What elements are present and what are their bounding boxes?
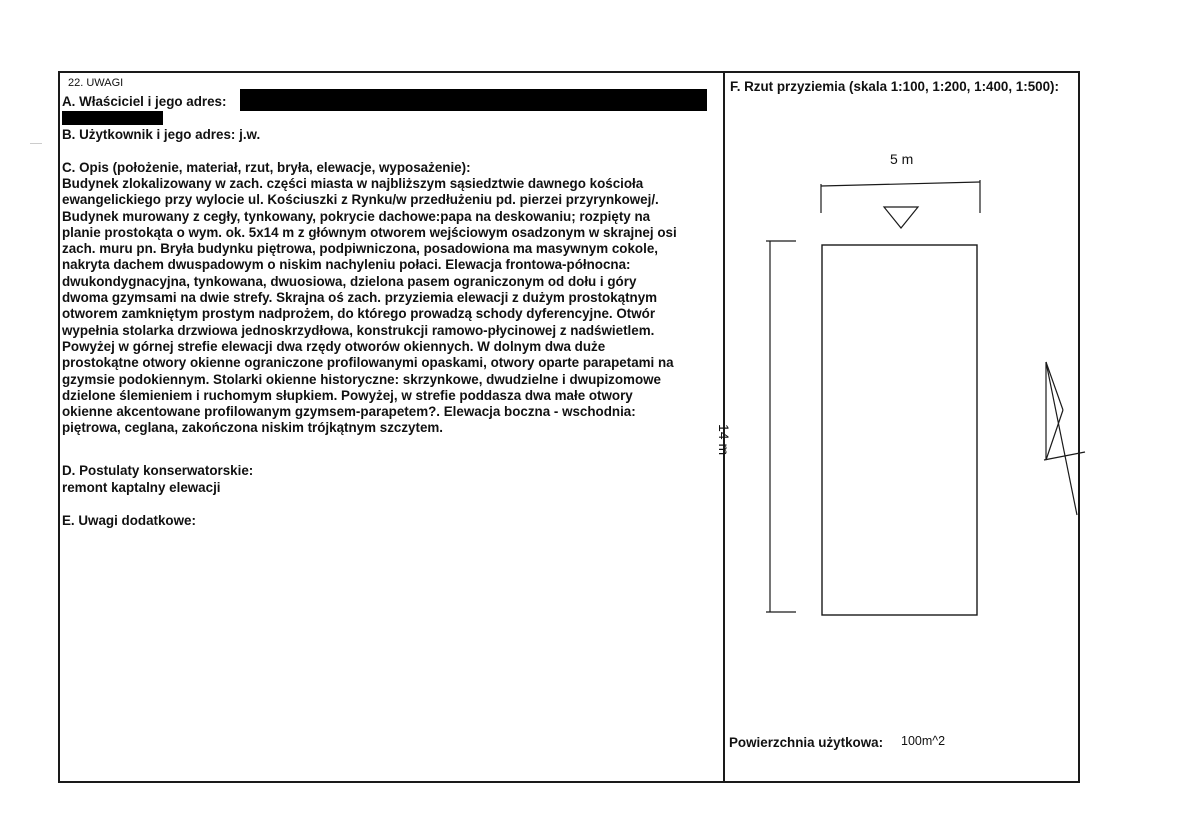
length-dimension-line	[766, 241, 796, 612]
remarks-label: E. Uwagi dodatkowe:	[62, 513, 196, 528]
description-line: ewangelickiego przy wylocie ul. Kościuszki z Rynku/w przedłużeniu pd. pierzei przyrynkowej/.	[62, 192, 659, 208]
description-line: zach. muru pn. Bryła budynku piętrowa, podpiwniczona, posadowiona ma masywnym cokole,	[62, 241, 658, 257]
user-label: B. Użytkownik i jego adres: j.w.	[62, 127, 261, 142]
description-label: C. Opis (położenie, materiał, rzut, bryła, elewacje, wyposażenie):	[62, 160, 471, 175]
section-number: 22. UWAGI	[68, 77, 124, 89]
description-line: piętrowa, ceglana, zakończona niskim trójkątnym szczytem.	[62, 420, 444, 436]
description-line: dwoma gzymsami na dwie strefy. Skrajna oś zach. przyziemia elewacji z dużym prostokątnym	[62, 290, 658, 306]
description-line: okienne akcentowane profilowanym gzymsem-parapetem?. Elewacja boczna - wschodnia:	[62, 404, 636, 420]
width-dimension-line	[821, 180, 980, 213]
entrance-triangle-icon	[884, 207, 918, 228]
description-line: Budynek zlokalizowany w zach. części miasta w najbliższym sąsiedztwie dawnego kościoła	[62, 176, 644, 191]
conservation-label: D. Postulaty konserwatorskie:	[62, 463, 254, 478]
description-line: Powyżej w górnej strefie elewacji dwa rzędy otworów okiennych. W dolnym dwa duże	[62, 338, 606, 354]
description-line: wypełnia stolarka drzwiowa jednoskrzydłowa, konstrukcji ramowo-płycinowej z nadświetlem.	[62, 322, 655, 338]
description-line: Budynek murowany z cegły, tynkowany, pokrycie dachowe:papa na deskowaniu; rozpięty na	[62, 208, 651, 224]
north-arrow-icon	[1044, 362, 1085, 515]
conservation-text: remont kaptalny elewacji	[62, 480, 221, 495]
width-dimension-label: 5 m	[890, 151, 914, 167]
owner-label: A. Właściciel i jego adres:	[62, 94, 227, 109]
description-line: dzielone ślemieniem i ruchomym słupkiem. Powyżej, w strefie poddasza dwa małe otwory	[62, 387, 633, 403]
length-dimension-label: 14 m	[716, 424, 732, 456]
description-line: planie prostokąta o wym. ok. 5x14 m z głównym otworem wejściowym osadzonym w skrajnej osi	[62, 224, 677, 240]
description-line: prostokątne otwory okienne ograniczone profilowanymi opaskami, otwory oparte parapetami na	[62, 355, 674, 371]
description-line: otworem zamkniętym prostym nadprożem, do którego prowadzą schody dyferencyjne. Otwór	[62, 306, 656, 322]
building-footprint	[822, 245, 977, 615]
area-value: 100m^2	[901, 734, 946, 748]
area-label: Powierzchnia użytkowa:	[729, 735, 884, 750]
description-line: nakryta dachem dwuspadowym o niskim nachyleniu połaci. Elewacja frontowa-północna:	[62, 257, 631, 273]
description-line: gzymsie podokiennym. Stolarki okienne historyczne: skrzynkowe, dwudzielne i dwupizomowe	[62, 371, 661, 387]
description-line: dwukondygnacyjna, tynkowana, dwuosiowa, dzielona pasem ograniczonym od dołu i góry	[62, 273, 637, 289]
plan-title: F. Rzut przyziemia (skala 1:100, 1:200, 1:400, 1:500):	[730, 79, 1059, 94]
